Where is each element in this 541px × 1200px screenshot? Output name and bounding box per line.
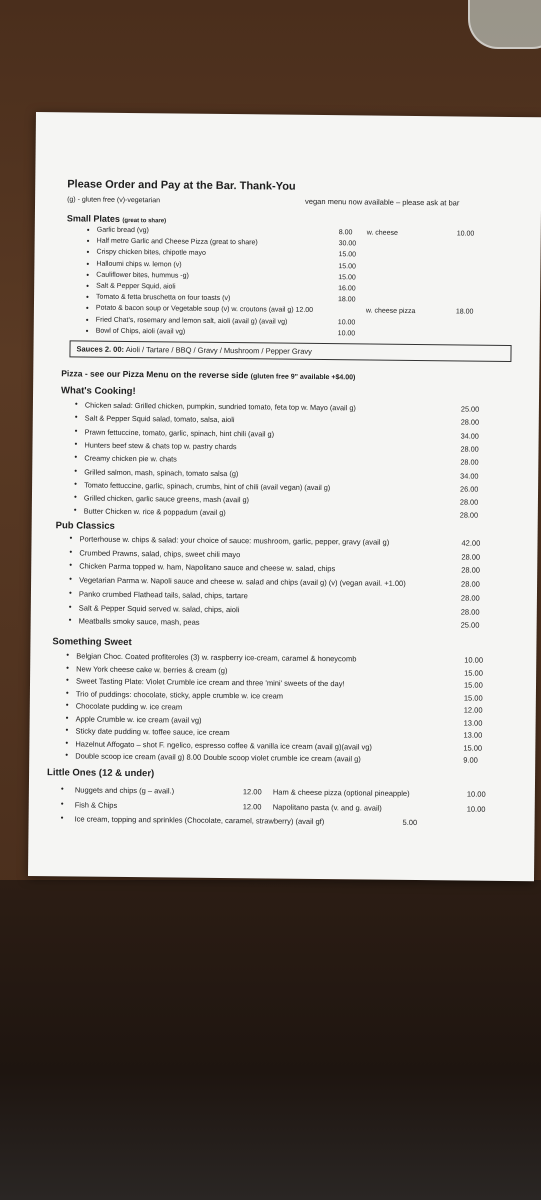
pub-classics-heading: Pub Classics xyxy=(55,520,115,532)
item-name: Halloumi chips w. lemon (v) xyxy=(96,260,182,269)
small-plates-heading xyxy=(67,213,166,224)
item-name: Fish & Chips xyxy=(74,799,118,810)
bullet-icon: • xyxy=(60,784,64,794)
bullet-icon: • xyxy=(74,412,78,422)
item-name: Nuggets and chips (g – avail.) xyxy=(74,785,175,796)
item-name: Belgian Choc. Coated profiteroles (3) w. raspberry ice-cream, caramel & honeycomb xyxy=(76,651,357,664)
item-price: 30.00 xyxy=(338,240,357,248)
item-price: 12.00 xyxy=(242,787,262,797)
little-ones-heading: Little Ones (12 & under) xyxy=(47,767,155,780)
vegan-note: vegan menu now available – please ask at bar xyxy=(305,196,460,208)
item-name: New York cheese cake w. berries & cream (g) xyxy=(76,663,228,675)
item-price: 15.00 xyxy=(464,668,483,678)
item-price: 10.00 xyxy=(464,655,484,665)
bullet-icon: • xyxy=(74,426,78,436)
item-extra-price: 10.00 xyxy=(466,789,486,799)
item-price: 15.00 xyxy=(338,251,357,259)
bullet-icon: • xyxy=(69,533,73,543)
bullet-icon: • xyxy=(66,650,70,660)
item-price: 15.00 xyxy=(463,743,483,753)
bullet-icon: • xyxy=(60,813,64,823)
item-price: 25.00 xyxy=(460,620,480,630)
item-name: Hunters beef stew & chats top w. pastry chards xyxy=(84,440,237,452)
water-glass xyxy=(468,0,541,49)
item-name: Meatballs smoky sauce, mash, peas xyxy=(78,616,200,627)
item-name: Tomato fettuccine, garlic, spinach, crumbs, hint of chili (avail vegan) (avail g) xyxy=(84,480,331,492)
item-extra-price: 10.00 xyxy=(466,804,486,814)
sauces-label: Sauces 2. 00: xyxy=(76,344,125,354)
item-extra-price: 18.00 xyxy=(455,308,474,316)
bullet-icon: • xyxy=(68,615,72,625)
bullet-icon: • xyxy=(73,505,77,515)
item-name: Fried Chat's, rosemary and lemon salt, aioli (avail g) (avail vg) xyxy=(95,316,288,326)
bullet-icon: • xyxy=(65,725,69,735)
bullet-icon: • xyxy=(65,700,69,710)
item-price: 42.00 xyxy=(461,538,481,548)
item-price: 18.00 xyxy=(338,296,356,304)
item-price: 28.00 xyxy=(459,510,479,521)
table-shadow xyxy=(0,880,541,1200)
bullet-icon: • xyxy=(65,687,69,697)
item-extra: w. cheese pizza xyxy=(365,307,416,316)
item-name: Trio of puddings: chocolate, sticky, apple crumble w. ice cream xyxy=(75,688,284,701)
item-name: Porterhouse w. chips & salad: your choice of sauce: mushroom, garlic, pepper, gravy (avail g) xyxy=(79,534,390,547)
item-name: Crispy chicken bites, chipotle mayo xyxy=(96,249,206,258)
item-price: 15.00 xyxy=(463,680,483,690)
bullet-icon: • xyxy=(74,465,78,475)
item-price: 16.00 xyxy=(338,285,356,293)
bullet-icon: • xyxy=(86,281,90,291)
item-name: Salt & Pepper Squid, aioli xyxy=(96,282,176,291)
item-name: Creamy chicken pie w. chats xyxy=(84,453,177,464)
bullet-icon: • xyxy=(86,259,90,269)
item-price: 12.00 xyxy=(242,801,262,811)
item-name: Chocolate pudding w. ice cream xyxy=(75,701,183,712)
item-price: 5.00 xyxy=(402,817,418,828)
bullet-icon: • xyxy=(69,574,72,584)
bullet-icon: • xyxy=(74,452,78,462)
item-name: Tomato & fetta bruschetta on four toasts (v) xyxy=(96,293,231,303)
item-price: 12.00 xyxy=(463,705,483,715)
bullet-icon: • xyxy=(85,326,89,336)
item-name: Chicken Parma topped w. ham, Napolitano sauce and cheese w. salad, chips xyxy=(79,561,336,574)
bullet-icon: • xyxy=(68,601,72,611)
menu-sheet xyxy=(28,112,541,881)
item-extra: Napolitano pasta (v. and g. avail) xyxy=(272,802,382,813)
whats-cooking-heading: What's Cooking! xyxy=(61,385,136,398)
menu-item xyxy=(61,813,515,830)
pizza-note: (gluten free 9" available +$4.00) xyxy=(250,373,356,382)
item-name: Salt & Pepper Squid served w. salad, chips, aioli xyxy=(78,602,240,614)
item-price: 28.00 xyxy=(461,552,481,562)
item-name: Bowl of Chips, aioli (avail vg) xyxy=(95,327,186,336)
item-price: 28.00 xyxy=(460,606,480,617)
bullet-icon: • xyxy=(85,303,89,313)
item-price: 28.00 xyxy=(460,593,480,603)
bullet-icon: • xyxy=(66,675,69,685)
sauces-box xyxy=(69,340,511,362)
item-price: 28.00 xyxy=(461,565,481,576)
item-name: Potato & bacon soup or Vegetable soup (v) w. croutons (avail g) 12.00 xyxy=(95,305,314,315)
item-price: 10.00 xyxy=(337,318,356,326)
menu-item xyxy=(69,616,513,633)
item-price: 8.00 xyxy=(338,229,353,237)
item-extra: w. cheese xyxy=(366,229,398,237)
item-price: 34.00 xyxy=(460,431,479,441)
item-name: Prawn fettuccine, tomato, garlic, spinach, hint chili (avail g) xyxy=(84,427,275,439)
bullet-icon: • xyxy=(65,737,69,747)
item-name: Chicken salad: Grilled chicken, pumpkin, sundried tomato, feta top w. Mayo (avail g) xyxy=(84,400,356,413)
item-price: 26.00 xyxy=(460,484,479,494)
item-name: Half metre Garlic and Cheese Pizza (great to share) xyxy=(96,237,258,247)
item-name: Crumbed Prawns, salad, chips, sweet chili mayo xyxy=(79,548,241,559)
bullet-icon: • xyxy=(74,439,78,449)
bullet-icon: • xyxy=(86,236,90,246)
item-name: Double scoop ice cream (avail g) 8.00 Double scoop violet crumble ice cream (avail g) xyxy=(75,751,361,764)
item-price: 34.00 xyxy=(460,470,479,481)
bullet-icon: • xyxy=(86,225,90,235)
item-price: 25.00 xyxy=(460,404,480,414)
small-plates-note: (great to share) xyxy=(122,217,167,225)
item-price: 13.00 xyxy=(463,718,483,728)
item-name: Garlic bread (vg) xyxy=(96,226,149,235)
bullet-icon: • xyxy=(86,292,89,302)
item-price: 10.00 xyxy=(337,329,356,338)
bullet-icon: • xyxy=(69,547,73,557)
item-extra: Ham & cheese pizza (optional pineapple) xyxy=(272,787,410,798)
item-price: 28.00 xyxy=(459,497,479,507)
item-name: Vegetarian Parma w. Napoli sauce and cheese w. salad and chips (avail g) (v) (vegan avail. +1.00) xyxy=(79,575,406,588)
item-name: Grilled chicken, garlic sauce greens, mash (avail g) xyxy=(83,493,250,505)
small-plates-title: Small Plates xyxy=(66,213,120,224)
item-name: Apple Crumble w. ice cream (avail vg) xyxy=(75,713,202,725)
item-name: Ice cream, topping and sprinkles (Chocolate, caramel, strawberry) (avail gf) xyxy=(74,814,325,827)
pizza-heading xyxy=(61,368,355,381)
item-price: 28.00 xyxy=(460,457,479,467)
item-price: 13.00 xyxy=(463,730,483,740)
sauces-list: Aioli / Tartare / BBQ / Gravy / Mushroom / Pepper Gravy xyxy=(125,344,312,356)
bullet-icon: • xyxy=(73,492,77,502)
item-name: Sweet Tasting Plate: Violet Crumble ice cream and three 'mini' sweets of the day! xyxy=(75,676,345,689)
bullet-icon: • xyxy=(69,560,73,570)
bullet-icon: • xyxy=(66,662,70,672)
bullet-icon: • xyxy=(68,588,72,598)
pizza-title: Pizza - see our Pizza Menu on the reverse side xyxy=(61,368,249,381)
something-sweet-heading: Something Sweet xyxy=(52,636,132,649)
item-name: Salt & Pepper Squid salad, tomato, salsa, aioli xyxy=(84,413,235,425)
item-price: 28.00 xyxy=(460,444,479,454)
bullet-icon: • xyxy=(86,247,90,257)
item-price: 28.00 xyxy=(461,579,480,589)
bullet-icon: • xyxy=(60,798,64,808)
item-price: 15.00 xyxy=(463,693,483,703)
dietary-legend: (g) - gluten free (v)-vegetarian xyxy=(67,196,161,205)
item-extra-price: 10.00 xyxy=(456,230,475,238)
item-price: 28.00 xyxy=(460,417,480,427)
item-name: Panko crumbed Flathead tails, salad, chips, tartare xyxy=(78,589,248,601)
menu-title: Please Order and Pay at the Bar. Thank-You xyxy=(67,178,296,193)
item-price: 15.00 xyxy=(338,273,356,282)
bullet-icon: • xyxy=(86,270,90,280)
bullet-icon: • xyxy=(65,712,69,722)
item-name: Butter Chicken w. rice & poppadum (avail g) xyxy=(83,506,226,518)
item-name: Grilled salmon, mash, spinach, tomato salsa (g) xyxy=(84,467,239,478)
item-name: Hazelnut Affogato – shot F. ngelico, espresso coffee & vanilla ice cream (avail g)(avail vg) xyxy=(75,738,372,752)
item-price: 9.00 xyxy=(463,755,478,765)
bullet-icon: • xyxy=(85,315,89,325)
bullet-icon: • xyxy=(65,750,69,760)
item-name: Sticky date pudding w. toffee sauce, ice cream xyxy=(75,726,230,738)
bullet-icon: • xyxy=(74,399,78,409)
bullet-icon: • xyxy=(74,479,77,489)
item-price: 15.00 xyxy=(338,262,356,270)
item-name: Cauliflower bites, hummus -g) xyxy=(96,271,189,280)
